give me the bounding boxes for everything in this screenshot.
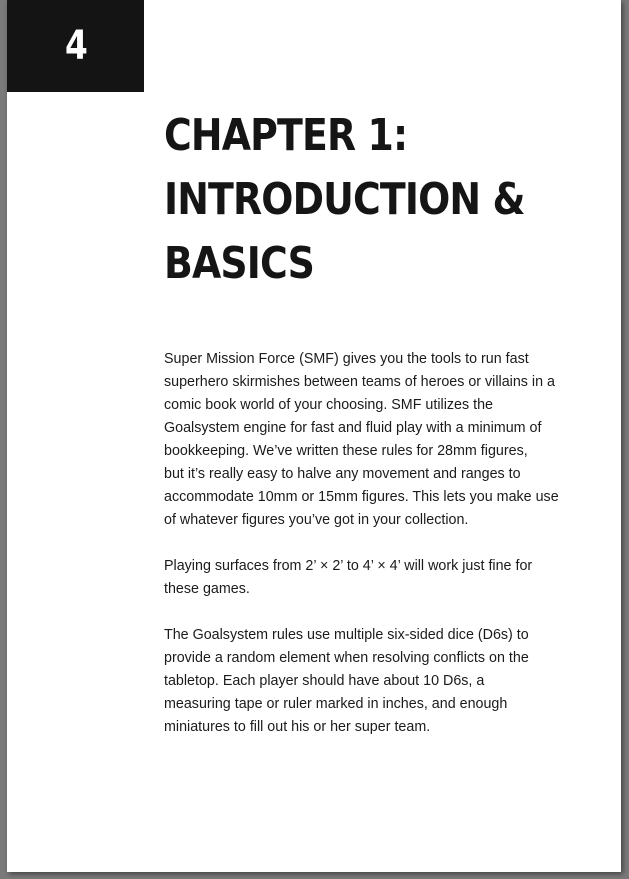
text-line: superhero skirmishes between teams of heroes or villains in a	[164, 374, 555, 390]
chapter-title-line: CHAPTER 1:	[164, 110, 408, 161]
body-text	[164, 348, 559, 762]
chapter-title-line: INTRODUCTION &	[164, 174, 525, 225]
text-line: these games.	[164, 581, 250, 597]
text-line: bookkeeping. We’ve written these rules for 28mm figures,	[164, 443, 528, 459]
text-line: comic book world of your choosing. SMF utilizes the	[164, 397, 493, 413]
document-page	[7, 0, 621, 872]
text-line: Goalsystem engine for fast and fluid play with a minimum of	[164, 420, 542, 436]
page-number: 4	[65, 23, 88, 69]
paragraph-intro	[164, 348, 559, 532]
text-line: provide a random element when resolving conflicts on the	[164, 650, 529, 666]
text-line: Super Mission Force (SMF) gives you the tools to run fast	[164, 351, 529, 367]
paragraph-playing-surfaces	[164, 555, 550, 601]
page-number-tab	[7, 0, 144, 92]
text-line: miniatures to fill out his or her super team.	[164, 719, 431, 735]
paragraph-dice	[164, 624, 550, 739]
text-line: measuring tape or ruler marked in inches, and enough	[164, 696, 508, 712]
text-line: accommodate 10mm or 15mm figures. This lets you make use	[164, 489, 559, 505]
text-line: Playing surfaces from 2’ × 2’ to 4’ × 4’ will work just fine for	[164, 558, 533, 574]
text-line: of whatever figures you’ve got in your collection.	[164, 512, 469, 528]
chapter-title	[164, 104, 542, 296]
text-line: tabletop. Each player should have about 10 D6s, a	[164, 673, 485, 689]
text-line: but it’s really easy to halve any movement and ranges to	[164, 466, 521, 482]
text-line: The Goalsystem rules use multiple six-sided dice (D6s) to	[164, 627, 529, 643]
chapter-title-line: BASICS	[164, 238, 315, 289]
